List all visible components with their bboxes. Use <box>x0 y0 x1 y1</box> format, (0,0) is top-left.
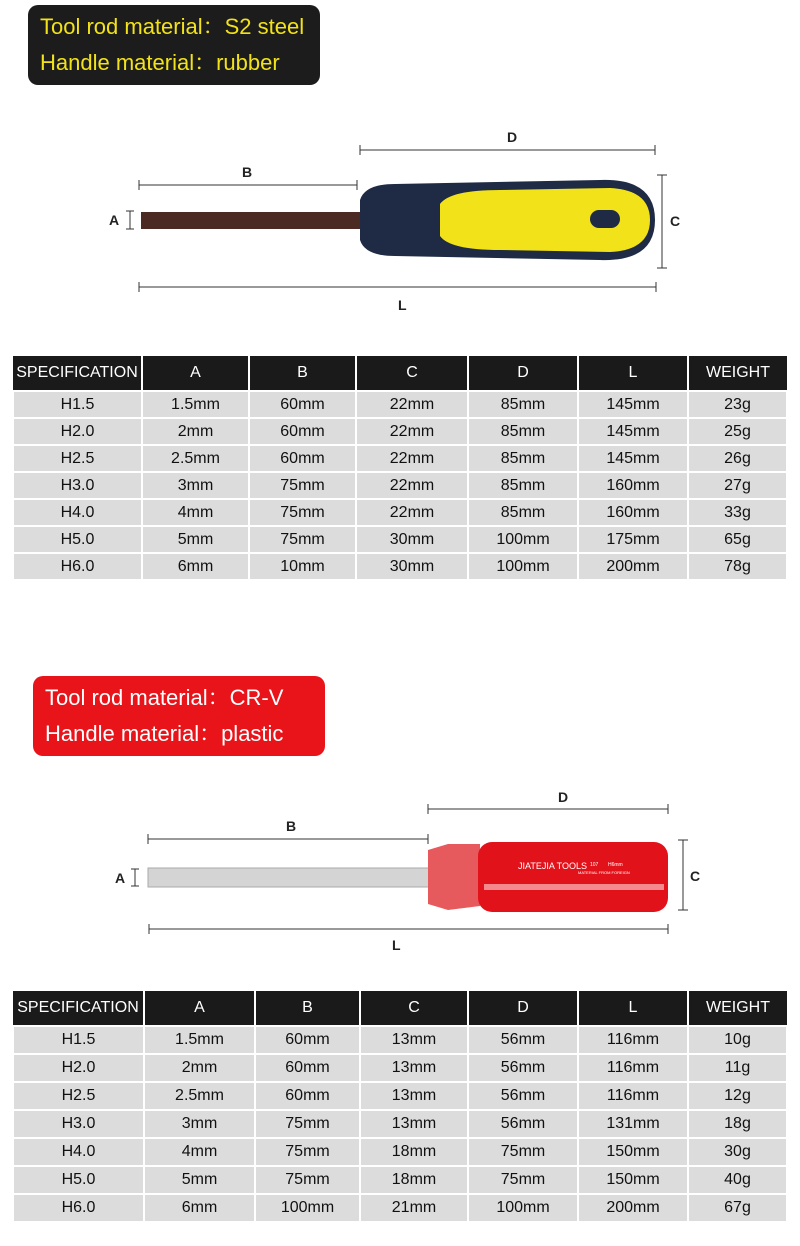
table-row <box>13 1110 787 1138</box>
table-row <box>13 1138 787 1166</box>
handle-size: H6mm <box>608 862 623 868</box>
dim-label-l: L <box>392 937 401 953</box>
cell-c: 18mm <box>360 1138 468 1166</box>
header-a: A <box>144 991 255 1026</box>
cell-c: 22mm <box>356 391 468 418</box>
cell-b: 75mm <box>255 1110 360 1138</box>
cell-c: 18mm <box>360 1166 468 1194</box>
cell-specification: H2.0 <box>13 418 142 445</box>
cell-a: 6mm <box>144 1194 255 1222</box>
table-row <box>13 1194 787 1222</box>
header-b: B <box>255 991 360 1026</box>
cell-b: 10mm <box>249 553 356 580</box>
table-row <box>13 1082 787 1110</box>
header-c: C <box>360 991 468 1026</box>
header-specification: SPECIFICATION <box>13 356 142 391</box>
cell-b: 60mm <box>249 391 356 418</box>
cell-d: 100mm <box>468 1194 578 1222</box>
header-weight: WEIGHT <box>688 991 787 1026</box>
header-c: C <box>356 356 468 391</box>
cell-weight: 65g <box>688 526 787 553</box>
cell-c: 30mm <box>356 526 468 553</box>
cell-c: 21mm <box>360 1194 468 1222</box>
cell-l: 175mm <box>578 526 688 553</box>
cell-c: 22mm <box>356 418 468 445</box>
table-row <box>13 391 787 418</box>
cell-weight: 30g <box>688 1138 787 1166</box>
hex-rod <box>141 212 363 229</box>
table-row <box>13 553 787 580</box>
cell-l: 150mm <box>578 1138 688 1166</box>
cell-b: 75mm <box>249 472 356 499</box>
cell-d: 100mm <box>468 553 578 580</box>
cell-specification: H6.0 <box>13 553 142 580</box>
cell-b: 60mm <box>255 1082 360 1110</box>
header-b: B <box>249 356 356 391</box>
cell-d: 56mm <box>468 1082 578 1110</box>
dim-label-b: B <box>242 164 253 180</box>
cell-c: 13mm <box>360 1082 468 1110</box>
cell-specification: H2.5 <box>13 445 142 472</box>
cell-weight: 25g <box>688 418 787 445</box>
cell-l: 145mm <box>578 445 688 472</box>
handle-material: Handle material：rubber <box>40 50 280 75</box>
plastic-screwdriver-diagram <box>0 780 800 960</box>
cell-weight: 27g <box>688 472 787 499</box>
cell-a: 3mm <box>144 1110 255 1138</box>
table-row <box>13 1054 787 1082</box>
cell-a: 5mm <box>142 526 249 553</box>
cell-weight: 26g <box>688 445 787 472</box>
cell-d: 85mm <box>468 499 578 526</box>
cell-b: 75mm <box>255 1166 360 1194</box>
cell-d: 85mm <box>468 445 578 472</box>
cell-c: 13mm <box>360 1110 468 1138</box>
table-row <box>13 472 787 499</box>
cell-d: 56mm <box>468 1110 578 1138</box>
spec-table-plastic <box>12 991 788 1223</box>
cell-d: 56mm <box>468 1054 578 1082</box>
cell-b: 60mm <box>255 1054 360 1082</box>
dim-label-a: A <box>109 212 120 228</box>
cell-l: 145mm <box>578 391 688 418</box>
header-a: A <box>142 356 249 391</box>
cell-l: 145mm <box>578 418 688 445</box>
cell-specification: H6.0 <box>13 1194 144 1222</box>
cell-a: 2mm <box>142 418 249 445</box>
cell-specification: H1.5 <box>13 1026 144 1054</box>
header-d: D <box>468 991 578 1026</box>
cell-c: 22mm <box>356 472 468 499</box>
table-header-row <box>13 356 787 391</box>
cell-d: 56mm <box>468 1026 578 1054</box>
cell-specification: H4.0 <box>13 1138 144 1166</box>
cell-weight: 33g <box>688 499 787 526</box>
cell-c: 13mm <box>360 1054 468 1082</box>
cell-d: 85mm <box>468 472 578 499</box>
cell-l: 131mm <box>578 1110 688 1138</box>
material-badge-plastic <box>33 676 325 756</box>
header-l: L <box>578 356 688 391</box>
cell-l: 150mm <box>578 1166 688 1194</box>
cell-specification: H5.0 <box>13 526 142 553</box>
header-d: D <box>468 356 578 391</box>
dim-label-c: C <box>690 868 701 884</box>
cell-l: 160mm <box>578 499 688 526</box>
cell-a: 2.5mm <box>142 445 249 472</box>
table-header-row <box>13 991 787 1026</box>
cell-weight: 67g <box>688 1194 787 1222</box>
cell-d: 85mm <box>468 391 578 418</box>
cell-c: 30mm <box>356 553 468 580</box>
handle-code: 107 <box>590 862 599 868</box>
header-l: L <box>578 991 688 1026</box>
cell-a: 2.5mm <box>144 1082 255 1110</box>
cell-specification: H3.0 <box>13 1110 144 1138</box>
cell-l: 200mm <box>578 1194 688 1222</box>
rubber-screwdriver-diagram <box>0 120 800 320</box>
cell-a: 1.5mm <box>144 1026 255 1054</box>
cell-d: 75mm <box>468 1166 578 1194</box>
dim-label-d: D <box>558 789 569 805</box>
cell-d: 100mm <box>468 526 578 553</box>
rod-material: Tool rod material：S2 steel <box>40 14 305 39</box>
cell-b: 75mm <box>249 526 356 553</box>
spec-table-rubber <box>12 356 788 581</box>
cell-weight: 40g <box>688 1166 787 1194</box>
cell-c: 22mm <box>356 499 468 526</box>
cell-c: 22mm <box>356 445 468 472</box>
material-badge-rubber <box>28 5 320 85</box>
cell-a: 1.5mm <box>142 391 249 418</box>
cell-specification: H3.0 <box>13 472 142 499</box>
cell-l: 200mm <box>578 553 688 580</box>
cell-a: 6mm <box>142 553 249 580</box>
cell-specification: H2.0 <box>13 1054 144 1082</box>
cell-weight: 10g <box>688 1026 787 1054</box>
handle-note: MATERIAL FROM FOREIGN <box>578 870 630 875</box>
cell-b: 75mm <box>249 499 356 526</box>
cell-l: 116mm <box>578 1054 688 1082</box>
dim-label-a: A <box>115 870 126 886</box>
cell-weight: 78g <box>688 553 787 580</box>
cell-l: 160mm <box>578 472 688 499</box>
cell-weight: 12g <box>688 1082 787 1110</box>
cell-b: 75mm <box>255 1138 360 1166</box>
dim-label-b: B <box>286 818 297 834</box>
cell-weight: 11g <box>688 1054 787 1082</box>
header-specification: SPECIFICATION <box>13 991 144 1026</box>
cell-c: 13mm <box>360 1026 468 1054</box>
cell-d: 75mm <box>468 1138 578 1166</box>
dim-label-c: C <box>670 213 681 229</box>
cell-l: 116mm <box>578 1082 688 1110</box>
plastic-handle <box>478 842 668 912</box>
cell-a: 2mm <box>144 1054 255 1082</box>
cell-specification: H1.5 <box>13 391 142 418</box>
rod-material: Tool rod material：CR-V <box>45 685 284 710</box>
table-row <box>13 418 787 445</box>
cell-specification: H4.0 <box>13 499 142 526</box>
dim-label-d: D <box>507 129 518 145</box>
cell-a: 3mm <box>142 472 249 499</box>
cell-weight: 23g <box>688 391 787 418</box>
cell-b: 60mm <box>249 418 356 445</box>
dim-label-l: L <box>398 297 407 313</box>
cell-specification: H5.0 <box>13 1166 144 1194</box>
cell-d: 85mm <box>468 418 578 445</box>
header-weight: WEIGHT <box>688 356 787 391</box>
plastic-ferrule <box>428 844 480 910</box>
table-row <box>13 499 787 526</box>
table-row <box>13 1166 787 1194</box>
table-row <box>13 1026 787 1054</box>
table-row <box>13 526 787 553</box>
cell-b: 100mm <box>255 1194 360 1222</box>
cell-l: 116mm <box>578 1026 688 1054</box>
cell-b: 60mm <box>249 445 356 472</box>
handle-brand: JIATEJIA TOOLS <box>518 861 588 871</box>
cell-a: 4mm <box>144 1138 255 1166</box>
cell-a: 5mm <box>144 1166 255 1194</box>
handle-material: Handle material：plastic <box>45 721 284 746</box>
cell-a: 4mm <box>142 499 249 526</box>
table-row <box>13 445 787 472</box>
cell-specification: H2.5 <box>13 1082 144 1110</box>
hex-rod <box>148 868 433 887</box>
cell-b: 60mm <box>255 1026 360 1054</box>
cell-weight: 18g <box>688 1110 787 1138</box>
